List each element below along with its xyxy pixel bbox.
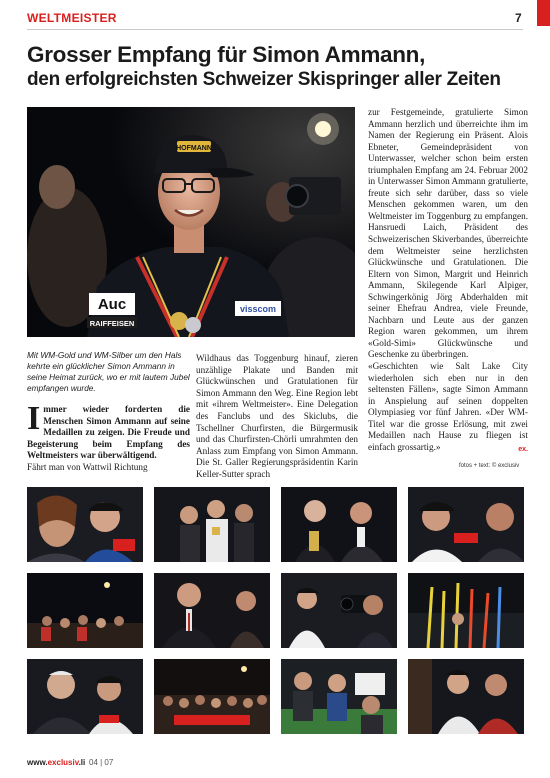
body-paragraph-quote: [368, 361, 528, 453]
section-label: WELTMEISTER: [27, 11, 117, 25]
header-divider: [27, 29, 523, 30]
body-paragraph: zur Festgemeinde, gratulierte Simon Ammann herzlich und überreichte ihm im Namen der Regierung ein Präsent. Alois Ebneter, Gemeindepräsident von Unterwasser, welcher schon beim ersten triumphalen Empfang am 24. Februar 2002 in Unterwasser Simon Ammann gratulierte, freute sich sehr darüber, dass so viele Menschen gekommen waren, um den Weltmeister im Toggenburg zu empfangen. Hansruedi Laich, Präsident des Schweizerischen Skiverbandes, überreichte dem Weltmeister seine herzlichsten Glückwünsche und Gratulationen. Die Eltern von Simon, Margrit und Heinrich Ammann, Skilegende Karl Alpiger, Schwingerkönig Jörg Abderhalden mit seiner Ehefrau Andrea, viele Freunde, Nachbarn und Leute aus der ganzen Region waren gekommen, um ihrem «Gold-Simi» Glückwünsche und Geschenke zu überbringen.: [368, 107, 528, 360]
jacket-brand-left: Auc: [97, 296, 127, 313]
hero-photo-illustration: [27, 107, 355, 337]
body-column-right: [368, 107, 528, 455]
gallery-photo-4: [408, 487, 524, 562]
cap-brand: HOFMANN: [176, 145, 212, 152]
article-headline: Grosser Empfang für Simon Ammann,: [27, 42, 426, 67]
drop-cap: I: [27, 400, 41, 437]
photo-credits: fotos + text: © exclusiv: [459, 463, 520, 469]
page-corner-tab: [537, 0, 550, 26]
gallery-photo-1: [27, 487, 143, 562]
gallery-photo-9: [27, 659, 143, 734]
jacket-brand-left-sub: RAIFFEISEN: [89, 319, 135, 328]
lead-continued: Fährt man von Wattwil Richtung: [27, 461, 148, 472]
footer-issue: 04 | 07: [89, 758, 114, 767]
gallery-photo-2: [154, 487, 270, 562]
author-signoff: ex.: [518, 445, 528, 453]
lead-paragraph: [27, 400, 190, 474]
footer-website[interactable]: [27, 758, 85, 767]
quote-text: «Geschichten wie Salt Lake City wiederholen sich eben nur in den seltensten Fällen», sagte Simon Ammann in Anspielung auf seinen doppelten Olympiasieg vor fünf Jahren. «Der WM-Titel war die grosse Erlösung, mit zwei Medaillen nach Hause zu fliegen ist einfach grossartig.»: [368, 361, 528, 452]
gallery-photo-10: [154, 659, 270, 734]
gallery-photo-8: [408, 573, 524, 648]
footer-site-prefix: www.: [27, 758, 48, 767]
page-number: 7: [515, 11, 522, 25]
gallery-photo-7: [281, 573, 397, 648]
jacket-brand-right: visscom: [239, 304, 277, 314]
photo-caption: Mit WM-Gold und WM-Silber um den Hals kehrte ein glücklicher Simon Ammann in seine Heimat zurück, wo er mit lautem Jubel empfangen wurde.: [27, 350, 190, 393]
gallery-photo-6: [154, 573, 270, 648]
article-subhead: den erfolgreichsten Schweizer Skispringer aller Zeiten: [27, 69, 501, 90]
body-paragraph: Wildhaus das Toggenburg hinauf, zieren unzählige Plakate und Banden mit Glückwünschen und Gratulationen für Simon Ammann den Weg. Eine Region lebt mit «ihrem Weltmeister». Eine Delegation des Fanclubs und des Skiclubs, die Tschellner Churfirsten, die Bürgermusik und das Churfirsten-Chörli umrahmten den Anlass zum Empfang von Simon Ammann. Die St. Galler Regierungspräsidentin Karin Keller-Sutter sprach: [196, 353, 358, 479]
lead-intro: mmer wieder forderten die Menschen Simon Ammann auf seine Medaillen zu zeigen. Die Freude und Begeisterung beim Empfang des Weltmeisters war überwältigend.: [27, 404, 190, 461]
gallery-photo-3: [281, 487, 397, 562]
gallery-photo-12: [408, 659, 524, 734]
hero-photo: [27, 107, 355, 337]
footer-site-brand: exclusiv: [47, 758, 79, 767]
gallery-photo-11: [281, 659, 397, 734]
footer-site-suffix: .li: [78, 758, 86, 767]
body-column-middle: [196, 353, 358, 481]
gallery-photo-5: [27, 573, 143, 648]
